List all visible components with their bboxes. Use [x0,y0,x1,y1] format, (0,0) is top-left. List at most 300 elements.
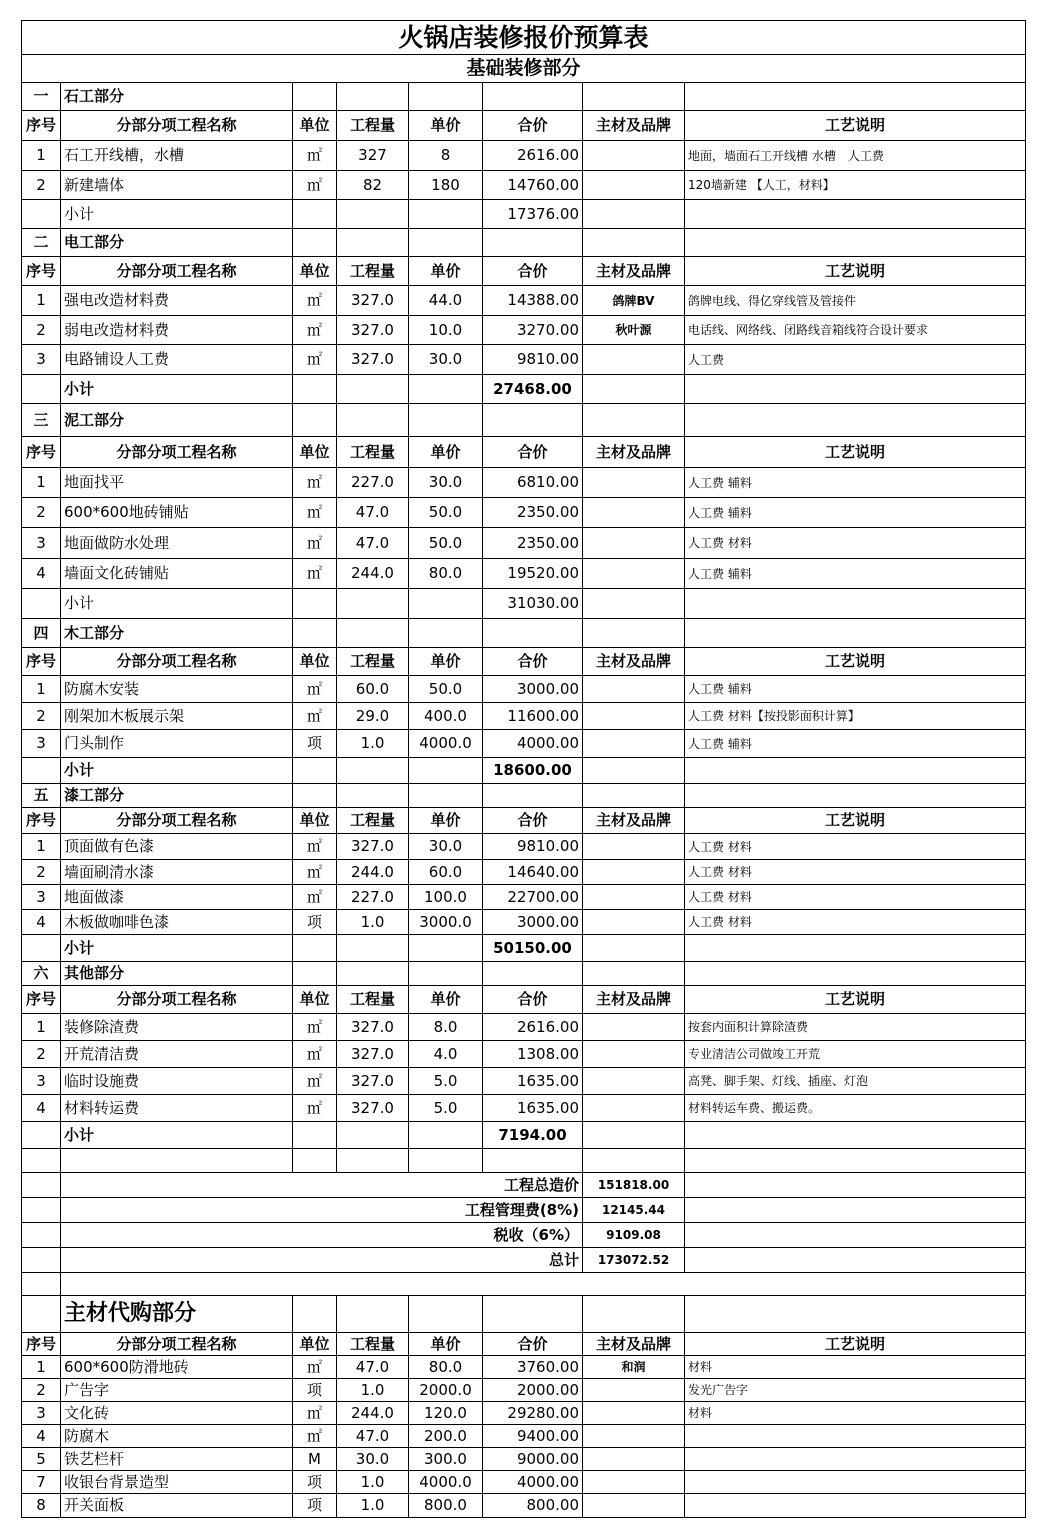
cell [22,1248,61,1273]
item-quantity: 327.0 [337,1068,409,1095]
cell [293,962,337,986]
cell [583,375,685,404]
item-brand [583,1494,685,1518]
summary-label: 总计 [61,1248,583,1273]
item-process: 人工费 辅料 [685,559,1026,589]
item-quantity: 30.0 [337,1448,409,1471]
cell [583,589,685,619]
item-process: 专业清洁公司做竣工开荒 [685,1041,1026,1068]
section-number: 三 [22,404,61,437]
subtotal-label: 小计 [61,1122,293,1149]
item-total: 3000.00 [483,910,583,935]
item-process: 人工费 辅料 [685,676,1026,703]
subtotal-label: 小计 [61,758,293,784]
item-unit: ㎡ [293,676,337,703]
header-brand: 主材及品牌 [583,257,685,286]
item-brand [583,468,685,498]
cell [583,83,685,111]
cell [337,83,409,111]
cell [22,758,61,784]
item-quantity: 244.0 [337,559,409,589]
section-name: 电工部分 [61,229,293,257]
item-total: 2350.00 [483,498,583,528]
header-no: 序号 [22,437,61,468]
cell [483,619,583,648]
header-item-name: 分部分项工程名称 [61,1333,293,1356]
cell [337,1122,409,1149]
item-total: 9810.00 [483,834,583,860]
header-unit: 单位 [293,648,337,676]
cell [685,758,1026,784]
table-row [22,528,1026,559]
cell [685,1122,1026,1149]
cell [685,83,1026,111]
cell [583,1122,685,1149]
item-quantity: 327.0 [337,316,409,345]
item-unit-price: 60.0 [409,860,483,885]
cell [337,935,409,962]
item-unit: ㎡ [293,860,337,885]
item-quantity: 327.0 [337,1041,409,1068]
header-no: 序号 [22,648,61,676]
item-total: 6810.00 [483,468,583,498]
header-total: 合价 [483,986,583,1014]
subtotal-row [22,375,1026,404]
item-unit: ㎡ [293,1068,337,1095]
item-brand [583,528,685,559]
item-total: 2000.00 [483,1379,583,1402]
cell [583,962,685,986]
item-unit-price: 3000.0 [409,910,483,935]
item-no: 8 [22,1494,61,1518]
table-row [22,1494,1026,1518]
item-total: 14388.00 [483,286,583,316]
item-total: 3000.00 [483,676,583,703]
header-quantity: 工程量 [337,257,409,286]
item-process: 人工费 材料 [685,860,1026,885]
item-name: 地面做防水处理 [61,528,293,559]
item-brand: 和润 [583,1356,685,1379]
cell [337,784,409,808]
section-header-row [22,619,1026,648]
item-brand [583,703,685,730]
item-quantity: 327.0 [337,1014,409,1041]
cell [409,1296,483,1333]
cell [22,1296,61,1333]
header-quantity: 工程量 [337,437,409,468]
item-unit-price: 5.0 [409,1095,483,1122]
item-total: 4000.00 [483,1471,583,1494]
item-unit-price: 30.0 [409,468,483,498]
summary-row [22,1173,1026,1198]
column-header-row [22,986,1026,1014]
cell [22,1173,61,1198]
table-row [22,559,1026,589]
item-no: 3 [22,528,61,559]
cell [583,784,685,808]
item-process: 地面，墙面石工开线槽 水槽 人工费 [685,141,1026,171]
header-total: 合价 [483,111,583,141]
cell [409,962,483,986]
item-quantity: 327 [337,141,409,171]
item-unit-price: 10.0 [409,316,483,345]
table-row [22,316,1026,345]
column-header-row [22,111,1026,141]
header-no: 序号 [22,257,61,286]
item-name: 材料转运费 [61,1095,293,1122]
header-quantity: 工程量 [337,111,409,141]
cell [685,1173,1026,1198]
item-total: 4000.00 [483,730,583,758]
summary-row [22,1223,1026,1248]
column-header-row [22,437,1026,468]
subtotal-row [22,935,1026,962]
subtotal-row [22,589,1026,619]
header-unit: 单位 [293,808,337,834]
cell [483,1296,583,1333]
column-header-row [22,257,1026,286]
item-brand [583,860,685,885]
item-total: 11600.00 [483,703,583,730]
item-unit-price: 800.0 [409,1494,483,1518]
item-no: 3 [22,730,61,758]
item-no: 3 [22,1068,61,1095]
cell [337,1149,409,1173]
header-no: 序号 [22,1333,61,1356]
cell [685,962,1026,986]
header-unit: 单位 [293,1333,337,1356]
item-quantity: 47.0 [337,1425,409,1448]
item-brand [583,345,685,375]
item-quantity: 1.0 [337,730,409,758]
item-unit: ㎡ [293,528,337,559]
section-number: 六 [22,962,61,986]
table-row [22,730,1026,758]
item-unit-price: 120.0 [409,1402,483,1425]
cell [293,375,337,404]
item-name: 墙面文化砖铺贴 [61,559,293,589]
item-quantity: 1.0 [337,1379,409,1402]
subtotal-row [22,758,1026,784]
item-no: 2 [22,1041,61,1068]
item-name: 强电改造材料费 [61,286,293,316]
item-total: 22700.00 [483,885,583,910]
summary-value: 151818.00 [583,1173,685,1198]
item-no: 3 [22,1402,61,1425]
summary-label: 工程总造价 [61,1173,583,1198]
cell [409,1122,483,1149]
section-header-row [22,83,1026,111]
subtotal-row [22,200,1026,229]
item-process: 120墙新建 【人工，材料】 [685,171,1026,200]
item-brand [583,171,685,200]
header-process: 工艺说明 [685,1333,1026,1356]
cell [685,619,1026,648]
item-quantity: 47.0 [337,498,409,528]
item-unit: ㎡ [293,559,337,589]
subtotal-label: 小计 [61,589,293,619]
header-unit: 单位 [293,257,337,286]
item-total: 14640.00 [483,860,583,885]
item-name: 刚架加木板展示架 [61,703,293,730]
item-unit: ㎡ [293,1356,337,1379]
cell [583,404,685,437]
item-process: 人工费 材料 [685,910,1026,935]
item-no: 2 [22,860,61,885]
item-name: 地面找平 [61,468,293,498]
cell [22,1198,61,1223]
item-unit-price: 30.0 [409,345,483,375]
cell [409,589,483,619]
header-item-name: 分部分项工程名称 [61,111,293,141]
cell [483,404,583,437]
header-item-name: 分部分项工程名称 [61,648,293,676]
section-number: 一 [22,83,61,111]
item-name: 开荒清洁费 [61,1041,293,1068]
item-unit: ㎡ [293,286,337,316]
item-unit-price: 50.0 [409,528,483,559]
page-title: 火锅店装修报价预算表 [22,21,1026,55]
item-no: 1 [22,1356,61,1379]
header-total: 合价 [483,648,583,676]
item-process: 鸽牌电线、得亿穿线管及管接件 [685,286,1026,316]
item-process: 材料转运车费、搬运费。 [685,1095,1026,1122]
item-no: 2 [22,1379,61,1402]
subtotal-value: 7194.00 [483,1122,583,1149]
section-subtitle: 基础装修部分 [22,55,1026,83]
section-name: 其他部分 [61,962,293,986]
item-unit-price: 80.0 [409,559,483,589]
summary-label: 工程管理费(8%) [61,1198,583,1223]
item-name: 广告字 [61,1379,293,1402]
item-brand [583,885,685,910]
cell [337,1296,409,1333]
section-name: 漆工部分 [61,784,293,808]
header-total: 合价 [483,257,583,286]
header-item-name: 分部分项工程名称 [61,986,293,1014]
table-row [22,703,1026,730]
item-no: 2 [22,316,61,345]
item-brand [583,676,685,703]
item-process: 人工费 辅料 [685,730,1026,758]
item-unit: ㎡ [293,1041,337,1068]
item-unit: ㎡ [293,171,337,200]
item-unit-price: 4000.0 [409,1471,483,1494]
cell [22,200,61,229]
header-process: 工艺说明 [685,111,1026,141]
header-total: 合价 [483,808,583,834]
item-no: 4 [22,1095,61,1122]
item-quantity: 1.0 [337,1471,409,1494]
item-total: 9000.00 [483,1448,583,1471]
cell [685,1248,1026,1273]
item-quantity: 327.0 [337,345,409,375]
table-row [22,468,1026,498]
item-total: 9810.00 [483,345,583,375]
item-unit-price: 100.0 [409,885,483,910]
item-process: 高凳、脚手架、灯线、插座、灯泡 [685,1068,1026,1095]
item-brand [583,559,685,589]
item-unit-price: 4.0 [409,1041,483,1068]
item-name: 弱电改造材料费 [61,316,293,345]
item-unit-price: 30.0 [409,834,483,860]
subtotal-row [22,1122,1026,1149]
table-row [22,860,1026,885]
item-total: 2616.00 [483,141,583,171]
item-brand: 鸽牌BV [583,286,685,316]
subtotal-label: 小计 [61,200,293,229]
item-unit-price: 8.0 [409,1014,483,1041]
section-header-row [22,784,1026,808]
item-process [685,1425,1026,1448]
item-total: 29280.00 [483,1402,583,1425]
item-no: 4 [22,559,61,589]
cell [583,229,685,257]
table-row [22,1095,1026,1122]
item-brand [583,498,685,528]
cell [483,784,583,808]
item-total: 1635.00 [483,1068,583,1095]
cell [583,935,685,962]
cell [337,758,409,784]
item-total: 9400.00 [483,1425,583,1448]
header-process: 工艺说明 [685,808,1026,834]
item-total: 3760.00 [483,1356,583,1379]
item-total: 1635.00 [483,1095,583,1122]
item-total: 19520.00 [483,559,583,589]
item-total: 14760.00 [483,171,583,200]
header-item-name: 分部分项工程名称 [61,257,293,286]
cell [483,83,583,111]
item-unit: ㎡ [293,1095,337,1122]
item-unit-price: 400.0 [409,703,483,730]
summary-value: 12145.44 [583,1198,685,1223]
item-process: 发光广告字 [685,1379,1026,1402]
cell [293,1122,337,1149]
column-header-row [22,648,1026,676]
item-no: 2 [22,703,61,730]
item-quantity: 244.0 [337,1402,409,1425]
item-unit-price: 4000.0 [409,730,483,758]
header-process: 工艺说明 [685,986,1026,1014]
item-name: 木板做咖啡色漆 [61,910,293,935]
header-process: 工艺说明 [685,257,1026,286]
item-quantity: 47.0 [337,528,409,559]
blank-row [22,1149,1026,1173]
cell [685,1223,1026,1248]
item-total: 800.00 [483,1494,583,1518]
item-unit-price: 5.0 [409,1068,483,1095]
section-number: 四 [22,619,61,648]
cell [337,589,409,619]
item-quantity: 1.0 [337,1494,409,1518]
item-unit: ㎡ [293,1014,337,1041]
cell [685,935,1026,962]
cell [293,83,337,111]
item-unit: M [293,1448,337,1471]
item-no: 1 [22,676,61,703]
cell [685,200,1026,229]
cell [409,784,483,808]
header-no: 序号 [22,808,61,834]
header-unit: 单位 [293,437,337,468]
item-name: 铁艺栏杆 [61,1448,293,1471]
item-process: 人工费 辅料 [685,468,1026,498]
header-quantity: 工程量 [337,808,409,834]
item-process [685,1494,1026,1518]
cell [337,404,409,437]
cell [583,1149,685,1173]
item-name: 装修除渣费 [61,1014,293,1041]
item-name: 电路铺设人工费 [61,345,293,375]
item-unit-price: 180 [409,171,483,200]
header-no: 序号 [22,986,61,1014]
header-unit: 单位 [293,986,337,1014]
cell [293,1296,337,1333]
header-unit-price: 单价 [409,808,483,834]
cell [293,589,337,619]
header-item-name: 分部分项工程名称 [61,808,293,834]
cell [22,589,61,619]
header-unit-price: 单价 [409,257,483,286]
cell [409,375,483,404]
cell [409,229,483,257]
item-unit: 项 [293,1379,337,1402]
item-process [685,1448,1026,1471]
item-name: 地面做漆 [61,885,293,910]
header-process: 工艺说明 [685,437,1026,468]
cell [583,758,685,784]
item-total: 2350.00 [483,528,583,559]
item-name: 文化砖 [61,1402,293,1425]
item-name: 新建墙体 [61,171,293,200]
item-no: 7 [22,1471,61,1494]
item-unit: ㎡ [293,703,337,730]
item-unit-price: 50.0 [409,498,483,528]
item-brand [583,834,685,860]
item-brand [583,1379,685,1402]
item-unit: 项 [293,730,337,758]
item-unit: 项 [293,1494,337,1518]
subtotal-label: 小计 [61,935,293,962]
cell [483,962,583,986]
section-header-row [22,404,1026,437]
header-item-name: 分部分项工程名称 [61,437,293,468]
cell [685,375,1026,404]
cell [483,1149,583,1173]
table-row [22,1448,1026,1471]
cell [337,962,409,986]
item-process [685,1471,1026,1494]
section-name: 泥工部分 [61,404,293,437]
header-no: 序号 [22,111,61,141]
item-quantity: 327.0 [337,286,409,316]
item-unit: ㎡ [293,345,337,375]
item-unit: ㎡ [293,468,337,498]
budget-table [21,20,1026,1518]
table-row [22,345,1026,375]
cell [293,935,337,962]
cell [685,229,1026,257]
item-name: 防腐木安装 [61,676,293,703]
subtitle-row [22,55,1026,83]
item-name: 墙面刷清水漆 [61,860,293,885]
column-header-row [22,808,1026,834]
cell [583,619,685,648]
header-total: 合价 [483,1333,583,1356]
item-process: 人工费 辅料 [685,498,1026,528]
cell [61,1149,293,1173]
